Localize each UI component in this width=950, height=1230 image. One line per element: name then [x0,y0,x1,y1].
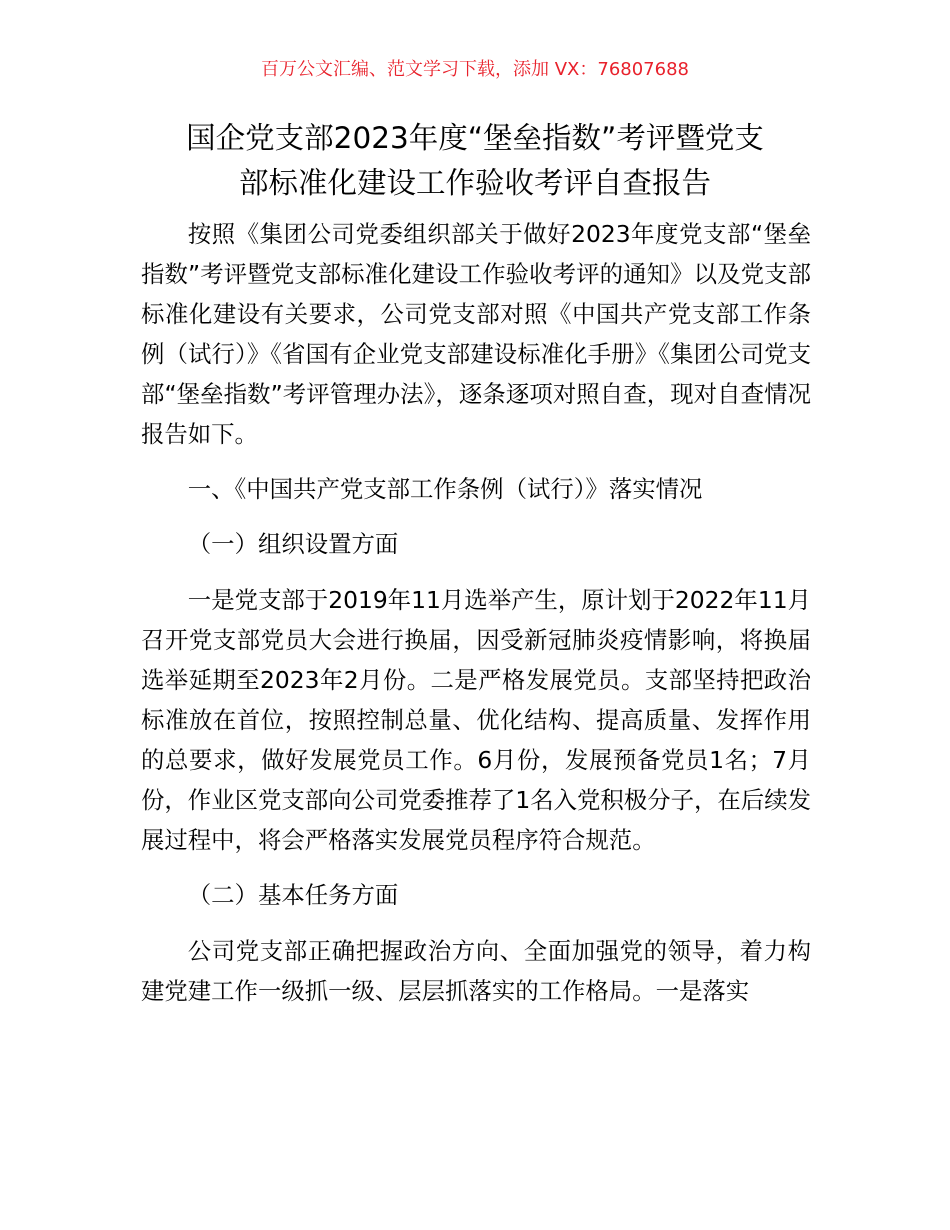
subsection-1-heading: （一）组织设置方面 [187,530,399,558]
document-title [130,116,820,206]
title-line-1: 国企党支部2023年度“堡垒指数”考评暨党支 [186,121,764,155]
subsection-2-paragraph: 公司党支部正确把握政治方向、全面加强党的领导，着力构建党建工作一级抓一级、层层抓落实的工作格局。一是落实 [141,937,811,1005]
subsection-1-paragraph: 一是党支部于2019年11月选举产生，原计划于2022年11月召开党支部党员大会进行换届，因受新冠肺炎疫情影响，将换届选举延期至2023年2月份。二是严格发展党员。支部坚持把政治标准放在首位，按照控制总量、优化结构、提高质量、发挥作用的总要求，做好发展党员工作。6月份，发展预备党员1名；7月份，作业区党支部向公司党委推荐了1名入党积极分子，在后续发展过程中，将会严格落实发展党员程序符合规范。 [141,586,811,854]
title-line-2: 部标准化建设工作验收考评自查报告 [238,166,711,200]
subsection-2-heading: （二）基本任务方面 [187,881,399,909]
header-note: 百万公文汇编、范文学习下载，添加 VX：76807688 [261,59,689,80]
intro-paragraph: 按照《集团公司党委组织部关于做好2023年度党支部“堡垒指数”考评暨党支部标准化建设工作验收考评的通知》以及党支部标准化建设有关要求，公司党支部对照《中国共产党支部工作条例（试行）》《省国有企业党支部建设标准化手册》《集团公司党支部“堡垒指数”考评管理办法》，逐条逐项对照自查，现对自查情况报告如下。 [141,220,811,448]
section-1-heading: 一、《中国共产党支部工作条例（试行）》落实情况 [187,475,703,503]
document-body [141,214,811,1011]
